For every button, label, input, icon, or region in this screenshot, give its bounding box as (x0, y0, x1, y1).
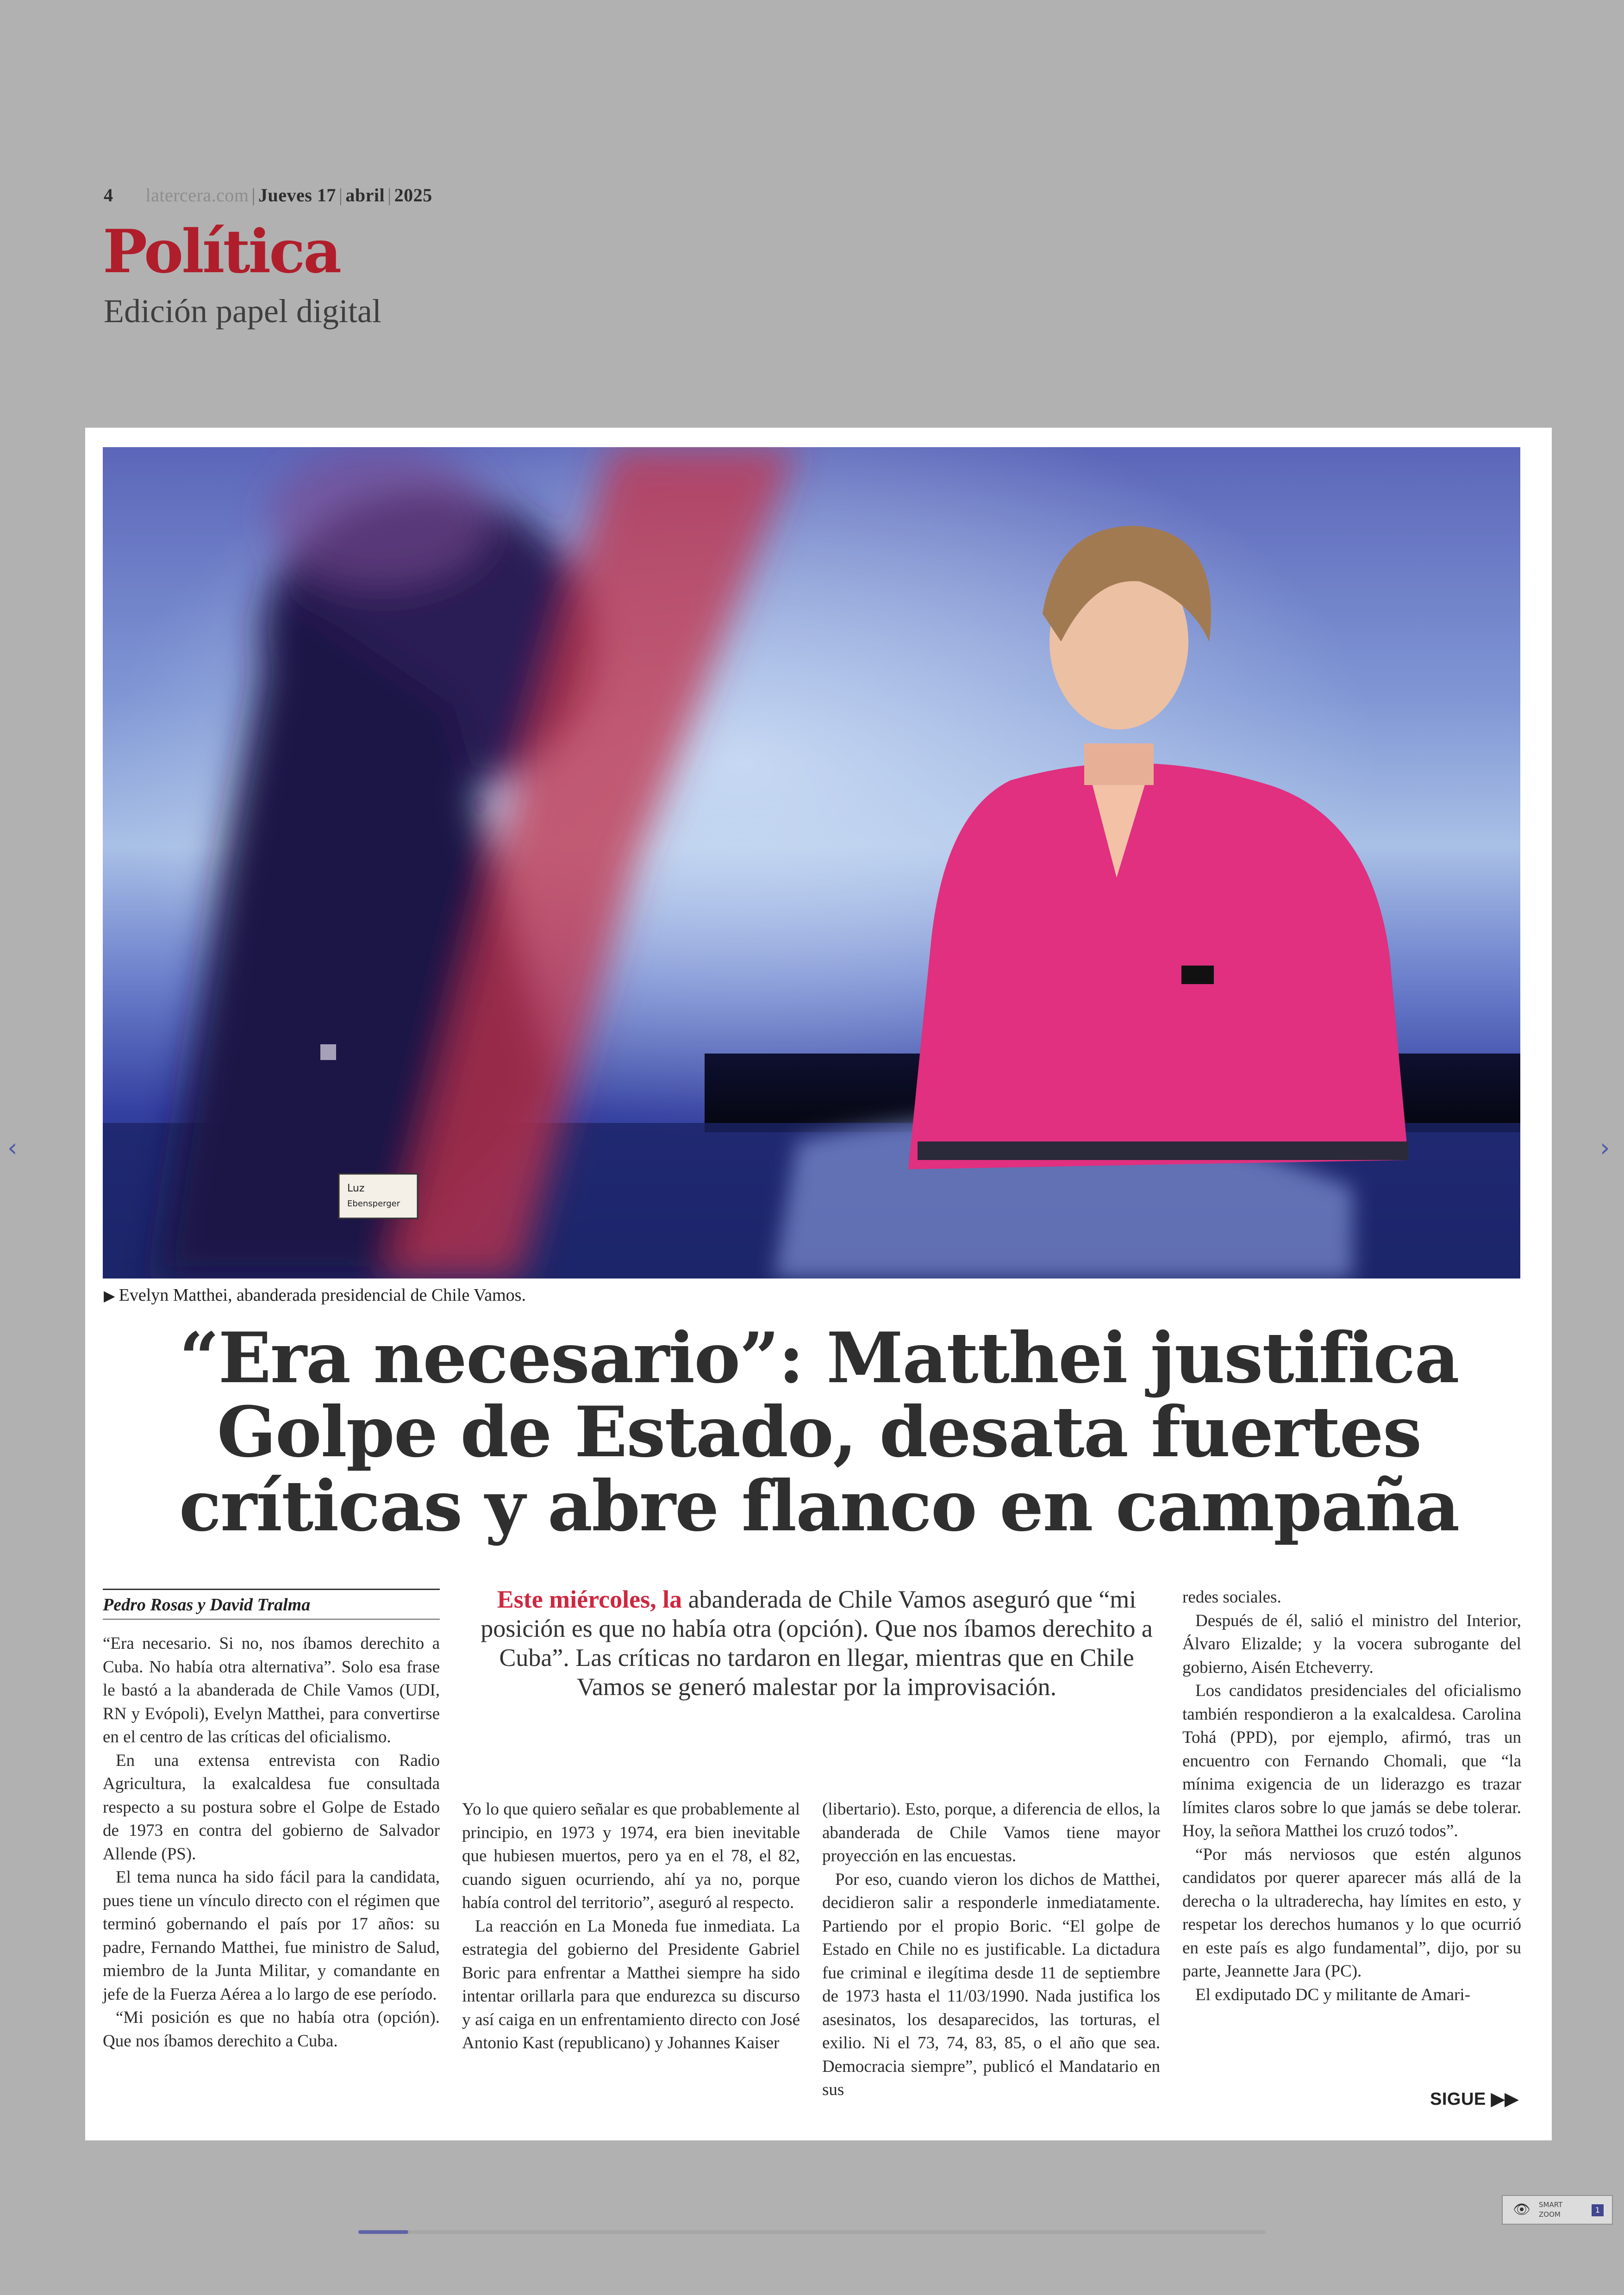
smart-zoom-label (1539, 2200, 1578, 2220)
paragraph: (libertario). Esto, porque, a diferencia de ellos, la abanderada de Chile Vamos tiene mayor proyección en las encuestas. (822, 1800, 1160, 1865)
svg-text:Ebensperger: Ebensperger (347, 1199, 400, 1209)
paragraph: El tema nunca ha sido fácil para la candidata, pues tiene un vínculo directo con el régimen que terminó gobernando el país por 17 años: su padre, Fernando Matthei, fue ministro de Salud, miembro de la Junta Militar, y comandante en jefe de la Fuerza Aérea a lo largo de ese período. (103, 1868, 440, 2004)
photo-illustration (103, 447, 1520, 1278)
article-column-2 (462, 1798, 800, 2055)
folio-line (104, 184, 659, 206)
lead-text: abanderada de Chile Vamos aseguró que “mi posición es que no había otra (opción). Que nos íbamos derechito a Cuba”. Las críticas no tardaron en llegar, mientras que en Chile Vamos se generó malestar por la improvisación. (481, 1585, 1153, 1701)
paragraph: En una extensa entrevista con Radio Agricultura, la exalcaldesa fue consultada respecto a su postura sobre el Golpe de Estado de 1973 en contra del gobierno de Salvador Allende (PS). (103, 1751, 440, 1864)
article-lead (465, 1585, 1168, 1702)
svg-text:Luz: Luz (347, 1183, 365, 1194)
zoom-level-badge: 1 (1592, 2204, 1604, 2216)
paragraph: Yo lo que quiero señalar es que probablemente al principio, en 1973 y 1974, era bien inevitable que hubiesen muertos, pero ya en el 78, el 82, cuando siguen ocurriendo, ahí ya no, porque había control del territorio”, aseguró al respecto. (462, 1800, 800, 1912)
divider: | (251, 185, 256, 206)
paragraph: La reacción en La Moneda fue inmediata. La estrategia del gobierno del Presidente Gabriel Boric para enfrentar a Matthei siempre ha sido intentar orillarla para que endurezca su discurso y así caiga en un enfrentamiento directo con José Antonio Kast (republicano) y Johannes Kaiser (462, 1916, 800, 2052)
smart-zoom-button[interactable] (1502, 2195, 1613, 2225)
next-page-button[interactable] (1600, 1133, 1610, 1162)
name-badge (339, 1174, 418, 1218)
paragraph: Después de él, salió el ministro del Interior, Álvaro Elizalde; y la vocera subrogante del gobierno, Aisén Etcheverry. (1182, 1611, 1521, 1677)
paragraph: redes sociales. (1182, 1588, 1281, 1607)
edition-subtitle: Edición papel digital (104, 293, 381, 330)
paragraph: “Por más nerviosos que estén algunos candidatos por querer aparecer más allá de la derecha o la ultraderecha, hay límites en esto, y respetar los derechos humanos y lo que ocurrió en este país es algo fundamental”, dijo, por su parte, Jeannette Jara (PC). (1182, 1845, 1521, 1981)
page-header (104, 184, 659, 206)
paragraph: Los candidatos presidenciales del oficialismo también respondieron a la exalcaldesa. Carolina Tohá (PPD), por ejemplo, afirmó, tras un encuentro con Fernando Chomali, que “la mínima exigencia de un liderazgo es trazar límites claros sobre lo que jamás se debe tolerar. Hoy, la señora Matthei los cruzó todos”. (1182, 1681, 1521, 1840)
eye-icon: 👁 (1513, 2201, 1531, 2218)
article-photo (103, 447, 1520, 1278)
continue-label: SIGUE ▶▶ (1430, 2089, 1519, 2109)
date-year: 2025 (394, 185, 432, 206)
date-day: Jueves 17 (258, 185, 336, 206)
photo-caption (104, 1285, 526, 1305)
smart-zoom-label-line2: ZOOM (1539, 2210, 1561, 2219)
newspaper-page (85, 428, 1552, 2140)
date-month: abril (345, 185, 385, 206)
article-headline: “Era necesario”: Matthei justifica Golpe de Estado, desata fuertes críticas y abre flanco en campaña (179, 1317, 1459, 1547)
paragraph: El exdiputado DC y militante de Amari- (1195, 1985, 1470, 2004)
page-scrollbar[interactable] (358, 2230, 1266, 2234)
scrollbar-thumb[interactable] (358, 2230, 408, 2234)
paragraph: “Era necesario. Si no, nos íbamos derechito a Cuba. No había otra alternativa”. Solo esa frase le bastó a la abanderada de Chile Vamos (UDI, RN y Evópoli), Evelyn Matthei, para convertirse en el centro de las críticas del oficialismo. (103, 1634, 440, 1746)
divider: | (338, 185, 343, 206)
article-byline: Pedro Rosas y David Tralma (103, 1589, 440, 1620)
paragraph: Por eso, cuando vieron los dichos de Matthei, decidieron salir a responderle inmediatamente. Partiendo por el propio Boric. “El golpe de Estado en Chile no es justificable. La dictadura fue criminal e ilegítima desde 11 de septiembre de 1973 hasta el 11/03/1990. Nada justifica los asesinatos, los desaparecidos, las torturas, el exilio. Ni el 73, 74, 83, 85, o el año que sea. Democracia siempre”, publicó el Mandatario en sus (822, 1870, 1160, 2099)
chevron-right-icon: › (1600, 1133, 1610, 1162)
caption-text: Evelyn Matthei, abanderada presidencial de Chile Vamos. (119, 1285, 526, 1305)
page-number: 4 (104, 185, 113, 206)
article-column-4 (1182, 1586, 1521, 2007)
divider: | (387, 185, 392, 206)
lead-highlight: Este miércoles, la (497, 1585, 682, 1613)
site-name: latercera.com (145, 185, 249, 206)
caption-arrow-icon: ▶ (104, 1287, 115, 1304)
article-column-1 (103, 1632, 440, 2053)
paragraph: “Mi posición es que no había otra (opción). Que nos íbamos derechito a Cuba. (103, 2008, 440, 2051)
chevron-left-icon: ‹ (7, 1133, 18, 1162)
section-title: Política (103, 217, 340, 287)
previous-page-button[interactable] (7, 1133, 18, 1162)
smart-zoom-label-line1: SMART (1539, 2201, 1563, 2209)
article-column-3 (822, 1798, 1160, 2102)
